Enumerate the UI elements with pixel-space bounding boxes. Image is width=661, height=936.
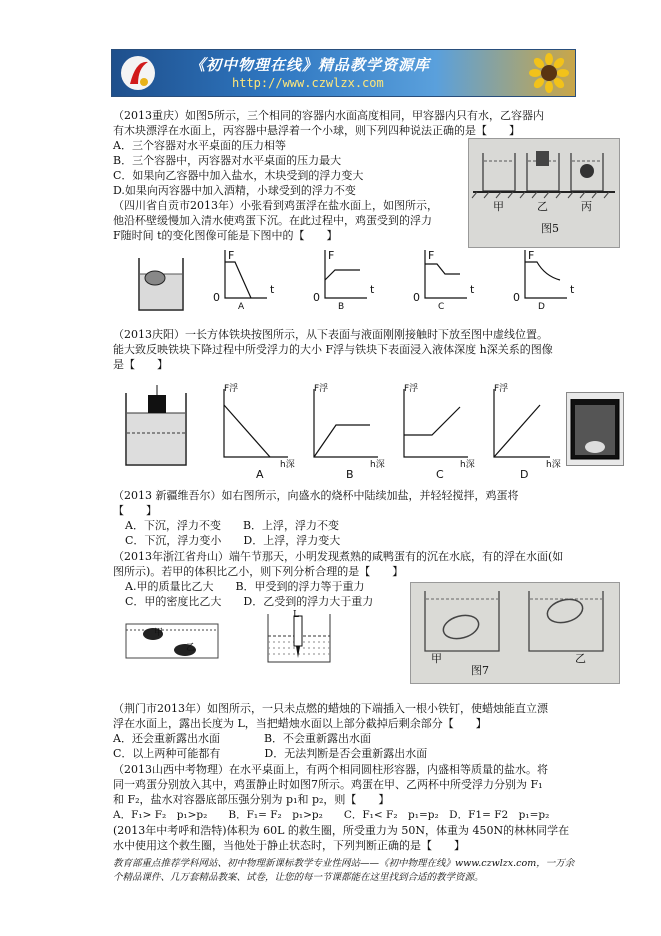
figure-7-drawing [411,583,619,683]
q4-beaker-drawing [567,393,623,465]
q3-graph-c-axis-y: F浮 [404,384,419,394]
q3-line-3: 是【 】 [113,358,168,371]
q3-beaker-iron [120,385,200,470]
q4-line-1: （2013 新疆维吾尔）如右图所示，向盛水的烧杯中陆续加盐，并轻轻搅拌，鸡蛋将 [113,489,519,502]
q2-graph-c-label: C [438,302,445,312]
q2-graph-c-origin: 0 [413,291,420,304]
q3-graphs [210,385,550,465]
q5-eggs-figure [125,618,220,660]
q2-graph-b-axis-y: F [328,249,335,262]
q3-graph-b-label: B [346,468,354,481]
q5-line-2: 图所示)。若甲的体积比乙小，则下列分析合理的是【 】 [113,565,404,578]
q8-line-1: (2013年中考呼和浩特)体积为 60L 的救生圈，所受重力为 50N，体重为 450N的林林同学在 [113,824,570,837]
q2-graph-c-axis-y: F [428,249,435,262]
q2-line-2: 他沿杯壁缓慢加入清水使鸡蛋下沉。在此过程中，鸡蛋受到的浮力 [113,214,432,227]
q3-graph-d-label: D [520,468,529,481]
header-banner [111,49,576,97]
q4-options-ab: A．下沉，浮力不变 B．上浮，浮力不变 [125,519,340,532]
q1-option-c: C．如果向乙容器中加入盐水，木块受到的浮力变大 [113,169,364,182]
q2-line-1: （四川省自贡市2013年）小张看到鸡蛋浮在盐水面上，如图所示， [113,199,438,212]
q3-graph-b-axis-y: F浮 [314,384,329,394]
q4-line-2: 【 】 [113,504,157,517]
q3-graph-a-axis-y: F浮 [224,384,239,394]
q2-graphs [205,250,595,320]
figure-7-label-yi: 乙 [575,652,586,665]
figure-5 [468,138,620,248]
footer-line-2: 个精品课件、几万套精品教案、试卷，让您的每一节课都能在这里找到合适的教学资源。 [113,872,484,883]
q3-graph-d-axis-x: h深 [546,460,561,470]
q2-graph-b-axis-x: t [370,283,375,296]
figure-7 [410,582,620,684]
header-url: http://www.czwlzx.com [232,76,384,90]
q1-option-d: D.如果向丙容器中加入酒精，小球受到的浮力不变 [113,184,356,197]
q5-options-ab: A.甲的质量比乙大 B．甲受到的浮力等于重力 [125,580,365,593]
q6-line-1: （荆门市2013年）如图所示，一只未点燃的蜡烛的下端插入一根小铁钉，使蜡烛能直立漂 [113,702,548,715]
footer-line-1: 教育部重点推荐学科网站、初中物理新课标教学专业性网站——《初中物理在线》www.czwlzx.com，一万余 [113,858,575,869]
q5-options-cd: C．甲的密度比乙大 D．乙受到的浮力大于重力 [125,595,374,608]
q5-egg-label-jia: 甲 [154,628,164,638]
q8-line-2: 水中使用这个救生圈，当他处于静止状态时，下列判断正确的是【 】 [113,839,465,852]
q3-graph-c-label: C [436,468,444,481]
q7-line-3: 和 F₂，盐水对容器底部压强分别为 p₁和 p₂，则【 】 [113,793,390,806]
q6-options-ab: A．还会重新露出水面 B．不会重新露出水面 [113,732,372,745]
figure-5-label-bing: 丙 [581,200,592,213]
q1-option-b: B．三个容器中，丙容器对水平桌面的压力最大 [113,154,342,167]
header-title: 《初中物理在线》精品教学资源库 [190,56,431,74]
q7-options: A．F₁> F₂ p₁>p₂ B．F₁= F₂ p₁>p₂ C．F₁< F₂ p₁=p₂ D．F1= F2 p₁=p₂ [113,809,550,821]
q2-graph-c-axis-x: t [470,283,475,296]
q1-line-2: 有木块漂浮在水面上，丙容器中悬浮着一个小球，则下列四种说法正确的是【 】 [113,124,520,137]
q3-line-1: （2013庆阳）一长方体铁块按图所示，从下表面与液面刚刚接触时下放至图中虚线位置。 [113,328,548,341]
q3-graph-a-axis-x: h深 [280,460,295,470]
q2-graph-d-axis-x: t [570,283,575,296]
q6-candle-figure [266,612,334,664]
q3-line-2: 能大致反映铁块下降过程中所受浮力的大小 F浮与铁块下表面浸入液体深度 h深关系的图像 [113,343,553,356]
q4-beaker-photo [566,392,624,466]
q2-graph-d-label: D [538,302,545,312]
q3-graph-d-axis-y: F浮 [494,384,509,394]
q3-graph-b-axis-x: h深 [370,460,385,470]
figure-7-caption: 图7 [471,664,489,677]
q7-line-1: （2013山西中考物理）在水平桌面上，有两个相同圆柱形容器，内盛相等质量的盐水。将 [113,763,548,776]
q2-graph-b-label: B [338,302,345,312]
q6-options-cd: C．以上两种可能都有 D．无法判断是否会重新露出水面 [113,747,428,760]
site-logo-icon [118,54,158,92]
q3-graph-c-axis-x: h深 [460,460,475,470]
q6-line-2: 浮在水面上，露出长度为 L，当把蜡烛水面以上部分截掉后剩余部分【 】 [113,717,487,730]
q6-candle-length-label: L [293,610,299,620]
q2-graph-a-origin: 0 [213,291,220,304]
q5-line-1: （2013年浙江省舟山）端午节那天，小明发现煮熟的咸鸭蛋有的沉在水底，有的浮在水面(如 [113,550,564,563]
q2-graph-a-axis-y: F [228,249,235,262]
q4-options-cd: C．下沉，浮力变小 D．上浮，浮力变大 [125,534,341,547]
q2-graph-a-label: A [238,302,245,312]
figure-7-label-jia: 甲 [431,652,442,665]
q2-graph-d-origin: 0 [513,291,520,304]
q2-beaker-egg [133,252,193,317]
figure-5-label-jia: 甲 [493,200,504,213]
q3-graph-a-label: A [256,468,264,481]
figure-5-label-yi: 乙 [537,200,548,213]
q2-graph-d-axis-y: F [528,249,535,262]
q1-option-a: A．三个容器对水平桌面的压力相等 [113,139,286,152]
figure-5-caption: 图5 [541,222,559,235]
q7-line-2: 同一鸡蛋分别放入其中，鸡蛋静止时如图7所示。鸡蛋在甲、乙两杯中所受浮力分别为 F₁ [113,778,543,791]
q2-line-3: F随时间 t的变化图像可能是下图中的【 】 [113,229,338,242]
q2-graph-a-axis-x: t [270,283,275,296]
q2-graph-b-origin: 0 [313,291,320,304]
q1-line-1: （2013重庆）如图5所示，三个相同的容器内水面高度相同，甲容器内只有水，乙容器内 [113,109,544,122]
q5-egg-label-yi: 乙 [186,643,196,653]
sunflower-icon [529,53,569,93]
